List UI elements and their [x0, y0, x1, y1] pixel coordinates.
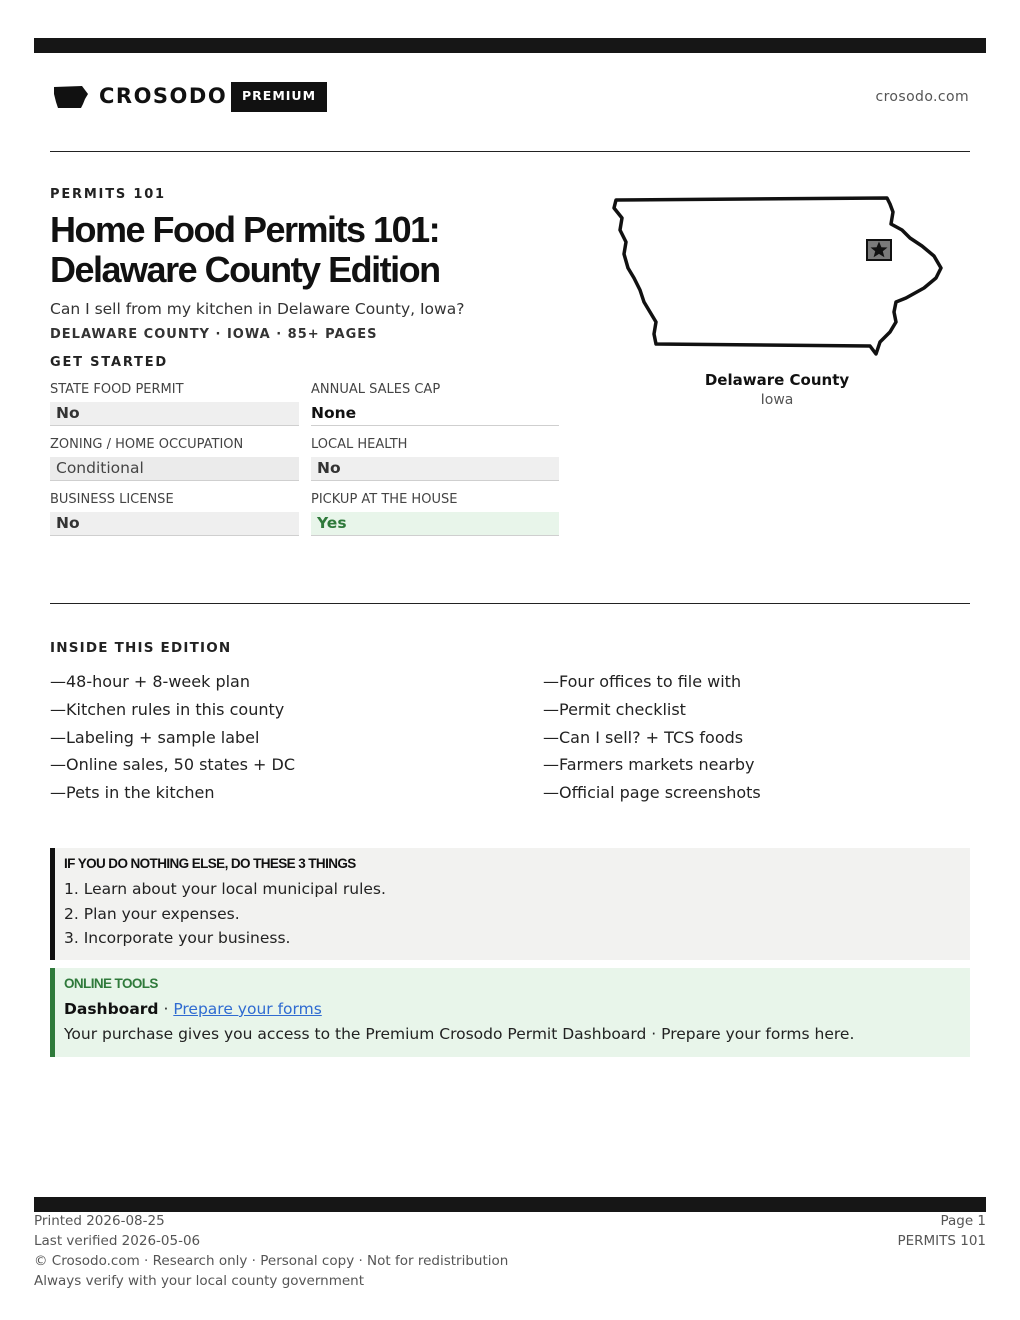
- dashboard-line: [64, 997, 970, 1022]
- summary-cell-pickup: [311, 491, 559, 536]
- callout-item: 1. Learn about your local municipal rules.: [64, 880, 386, 898]
- footer-section: PERMITS 101: [897, 1233, 986, 1249]
- inside-heading: INSIDE THIS EDITION: [50, 640, 232, 656]
- permit-summary-grid: [50, 381, 559, 536]
- list-item: —Four offices to file with: [543, 672, 742, 691]
- inside-list-left: [50, 668, 450, 807]
- callout-item: 3. Incorporate your business.: [64, 929, 291, 947]
- top-bar: [34, 38, 986, 53]
- section-kicker: PERMITS 101: [50, 187, 166, 202]
- cell-label: PICKUP AT THE HOUSE: [311, 492, 458, 507]
- verified-date: Last verified 2026-05-06: [34, 1233, 201, 1249]
- title-line-2: Delaware County Edition: [50, 249, 440, 290]
- summary-cell-local-health: [311, 436, 559, 481]
- prepare-forms-link[interactable]: Prepare your forms: [173, 1000, 322, 1018]
- cell-label: STATE FOOD PERMIT: [50, 382, 184, 397]
- site-url[interactable]: crosodo.com: [875, 89, 969, 105]
- cell-label: LOCAL HEALTH: [311, 437, 408, 452]
- iowa-state-icon: [52, 84, 90, 110]
- summary-cell-annual-sales-cap: [311, 381, 559, 426]
- cell-value: No: [50, 512, 299, 536]
- brand-name[interactable]: CROSODO: [99, 84, 228, 108]
- list-item: —Online sales, 50 states + DC: [50, 755, 296, 775]
- cell-value: No: [311, 457, 559, 481]
- page-title: [50, 210, 590, 290]
- cell-value: No: [50, 402, 299, 426]
- cell-value: Conditional: [50, 457, 299, 481]
- copyright: © Crosodo.com · Research only · Personal copy · Not for redistribution: [34, 1253, 509, 1269]
- list-item: —Can I sell? + TCS foods: [543, 727, 744, 747]
- footer-bar: [34, 1197, 986, 1212]
- dashboard-description: Your purchase gives you access to the Premium Crosodo Permit Dashboard · Prepare your forms here.: [64, 1024, 855, 1043]
- printed-date: Printed 2026-08-25: [34, 1213, 165, 1229]
- summary-cell-state-food-permit: [50, 381, 299, 426]
- cell-label: BUSINESS LICENSE: [50, 492, 174, 507]
- page-number: Page 1: [940, 1213, 986, 1229]
- list-item: —Permit checklist: [543, 699, 686, 719]
- subtitle: Can I sell from my kitchen in Delaware County, Iowa?: [50, 300, 465, 318]
- title-line-1: Home Food Permits 101:: [50, 209, 440, 250]
- footer-left: [34, 1211, 508, 1291]
- summary-cell-zoning: [50, 436, 299, 481]
- three-things-callout: [50, 848, 970, 960]
- map-county-label: Delaware County: [704, 371, 850, 389]
- premium-badge: PREMIUM: [231, 82, 327, 112]
- list-item: —Kitchen rules in this county: [50, 699, 285, 719]
- disclaimer: Always verify with your local county government: [34, 1273, 364, 1289]
- list-item: —48-hour + 8-week plan: [50, 672, 250, 691]
- cell-value: Yes: [311, 512, 559, 536]
- list-item: —Labeling + sample label: [50, 727, 260, 747]
- list-item: —Farmers markets nearby: [543, 755, 755, 775]
- online-tools-callout: [50, 968, 970, 1057]
- callout-heading: IF YOU DO NOTHING ELSE, DO THESE 3 THINGS: [64, 856, 356, 871]
- callout-item: 2. Plan your expenses.: [64, 904, 240, 923]
- edition-meta: DELAWARE COUNTY · IOWA · 85+ PAGES: [50, 327, 378, 342]
- callout-heading: ONLINE TOOLS: [64, 976, 158, 991]
- cell-label: ANNUAL SALES CAP: [311, 382, 441, 397]
- get-started-heading: GET STARTED: [50, 355, 168, 370]
- footer-right: [897, 1211, 986, 1251]
- list-item: —Official page screenshots: [543, 783, 761, 803]
- section-divider: [50, 603, 970, 604]
- header-divider: [50, 151, 970, 152]
- summary-cell-business-license: [50, 491, 299, 536]
- cell-label: ZONING / HOME OCCUPATION: [50, 437, 244, 452]
- iowa-map: [610, 194, 946, 358]
- map-state-label: Iowa: [760, 392, 794, 408]
- list-item: —Pets in the kitchen: [50, 783, 215, 803]
- cell-value: None: [311, 402, 559, 426]
- dashboard-label: Dashboard: [64, 1000, 159, 1018]
- inside-list-right: [543, 668, 943, 807]
- separator: ·: [158, 1000, 174, 1018]
